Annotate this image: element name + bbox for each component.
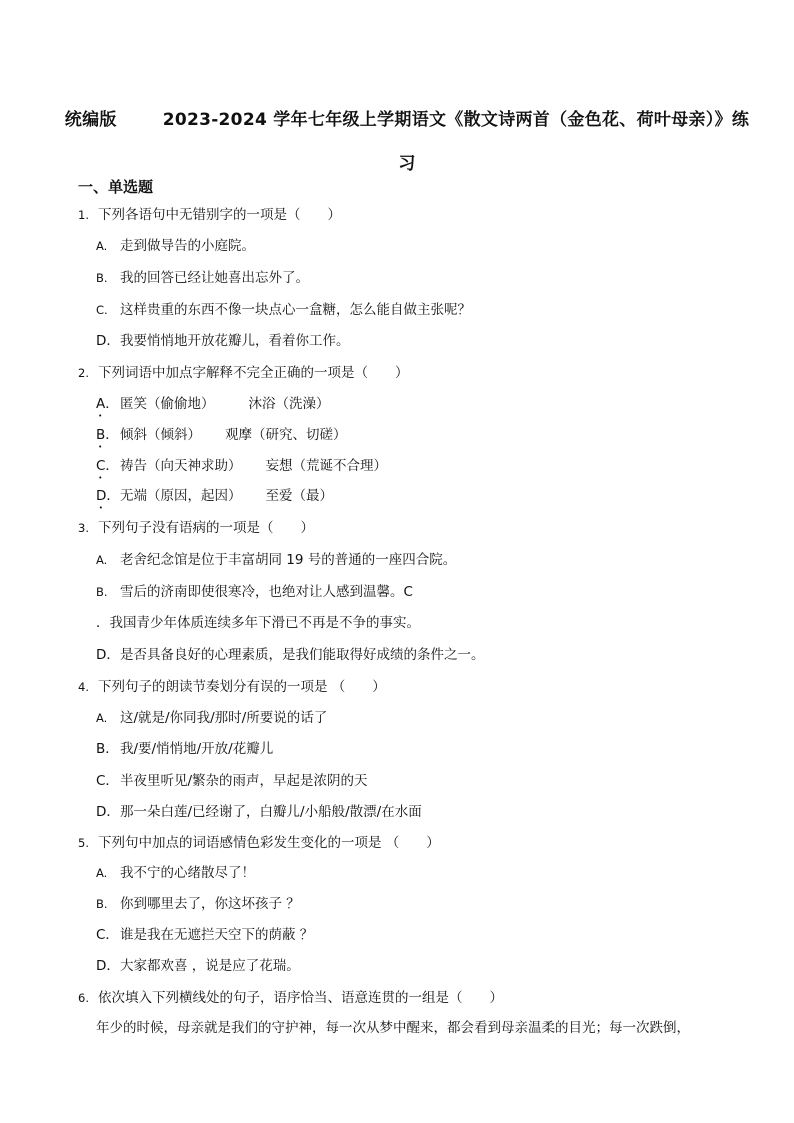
question-3-stem: 3. 下列句子没有语病的一项是（ ） [78,520,314,536]
question-4-option-d: D．那一朵白莲/已经谢了，白瓣儿/小船般/散漂/在水面 [96,804,422,820]
question-5-option-c: C．谁是我在无遮拦天空下的荫蔽 ？ [96,927,314,943]
title-line-1 [60,98,754,142]
question-1-option-a: A. 走到做导告的小庭院。 [96,238,255,254]
section-title: 一、单选题 [78,178,154,196]
question-1-option-c: C. 这样贵重的东西不像一块点心一盒糖，怎么能自做主张呢？ [96,302,471,318]
question-3-option-a: A. 老舍纪念馆是位于丰富胡同 19 号的普通的一座四合院。 [96,552,457,568]
question-4-option-c: C．半夜里听见/繁杂的雨声，早起是浓阴的天 [96,773,368,789]
title-edition: 统编版 [64,110,117,130]
question-4-option-a: A. 这/就是/你同我/那时/所要说的话了 [96,710,328,726]
question-2-option-d: D．无端（原因，起因） 至爱（最） [96,488,333,504]
question-6-stem: 6. 依次填入下列横线处的句子，语序恰当、语意连贯的一组是（ ） [78,990,503,1006]
question-5-option-b: B. 你到哪里去了，你这坏孩子 ？ [96,896,300,912]
question-5-option-a: A. 我不宁的心绪散尽了！ [96,865,255,881]
question-3-option-b: B. 雪后的济南即使很寒冷，也绝对让人感到温馨。C [96,584,413,600]
question-1-option-b: B. 我的回答已经让她喜出忘外了。 [96,270,309,286]
question-4-option-b: B．我/要/悄悄地/开放/花瓣儿 [96,741,274,757]
question-2-option-b: B．倾斜（倾斜） 观摩（研究、切磋） [96,427,347,443]
question-3-option-d: D．是否具备良好的心理素质，是我们能取得好成绩的条件之一。 [96,647,485,663]
question-5-stem: 5. 下列句中加点的词语感情色彩发生变化的一项是 （ ） [78,835,440,851]
question-2-option-a: A．匿笑（偷偷地） 沐浴（洗澡） [96,396,330,412]
question-2-option-c: C．祷告（向天神求助） 妄想（荒诞不合理） [96,458,387,474]
question-1-stem: 1. 下列各语句中无错别字的一项是（ ） [78,207,341,223]
title-line-2: 习 [398,154,416,174]
question-6-passage: 年少的时候，母亲就是我们的守护神，每一次从梦中醒来，都会看到母亲温柔的目光；每一次跌倒， [96,1020,690,1036]
question-5-option-d: D．大家都欢喜 ，说是应了花瑞。 [96,958,300,974]
title-main: 2023-2024 学年七年级上学期语文《散文诗两首（金色花、荷叶母亲）》练 [162,110,750,130]
question-3-option-c: ．我国青少年体质连续多年下滑已不再是不争的事实。 [96,615,420,631]
question-1-option-d: D．我要悄悄地开放花瓣儿，看着你工作。 [96,333,350,349]
document-title [60,98,754,186]
question-2-stem: 2. 下列词语中加点字解释不完全正确的一项是（ ） [78,365,409,381]
question-4-stem: 4. 下列句子的朗读节奏划分有误的一项是 （ ） [78,679,386,695]
